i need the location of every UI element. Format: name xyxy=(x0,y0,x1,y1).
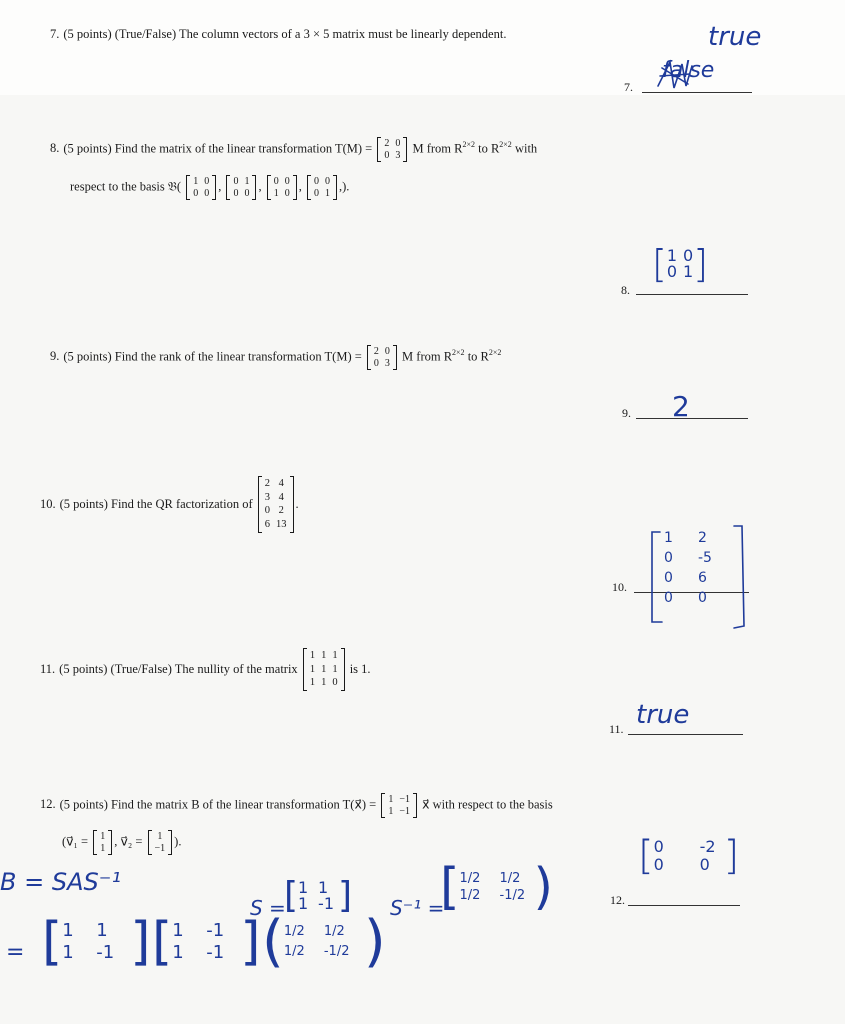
handwritten-work-a: [ 1 -1 1 -1 ] xyxy=(152,912,261,972)
handwritten-answer-10: 1 2 0 -5 0 6 0 0 xyxy=(664,530,712,606)
qr-input-matrix: 2 4 3 4 0 2 6 13 xyxy=(258,476,294,533)
handwritten-work-formula: B = SAS⁻¹ xyxy=(0,868,122,896)
question-text: (5 points) Find the QR factorization of xyxy=(59,496,253,511)
handwritten-answer-7: true xyxy=(708,22,762,52)
answer-line-11 xyxy=(628,734,743,735)
handwritten-answer-9: 2 xyxy=(672,390,690,423)
crossed-out-answer-7: false xyxy=(662,58,715,83)
basis-matrix-4: 0 0 0 1 xyxy=(307,175,337,200)
question-11: 11. (5 points) (True/False) The nullity of the matrix 1 1 1 1 1 1 1 1 0 is 1. xyxy=(40,648,371,691)
basis-matrix-1: 1 0 0 0 xyxy=(186,175,216,200)
scribble-mark xyxy=(656,58,696,92)
handwritten-s-matrix: [ 1 1 1 -1 ] xyxy=(284,875,353,916)
transformation-matrix: 2 0 0 3 xyxy=(367,345,397,370)
question-9: 9. (5 points) Find the rank of the linear transformation T(M) = 2 0 0 3 M from $R^{2\times 2}$ to $R^{2\times 2}$ xyxy=(50,346,502,369)
handwritten-work-s: [ 1 1 1 -1 ] xyxy=(42,912,151,972)
question-text: (5 points) Find the matrix B of the linear transformation T(x⃗) = xyxy=(59,797,377,812)
handwritten-answer-12: [ 0 -2 0 0 ] xyxy=(638,833,740,879)
question-8-line-2: respect to the basis 𝔅( 1 0 0 0 , 0 1 0 0 , 0 0 1 0 , 0 0 0 1 ,). xyxy=(70,176,350,199)
answer-label-8: 8. xyxy=(621,283,630,297)
question-number: 8. xyxy=(50,141,60,156)
handwritten-answer-11: true xyxy=(636,700,690,730)
question-number: 11. xyxy=(40,661,56,676)
transformation-matrix: 1 −1 1 −1 xyxy=(381,793,417,818)
handwritten-work-equals: = xyxy=(6,940,25,965)
transformation-matrix: 2 0 0 3 xyxy=(377,137,407,162)
handwritten-answer-8: [ 1 0 0 1 ] xyxy=(652,242,709,286)
handwritten-s-label: S = xyxy=(250,896,286,920)
answer-label-12: 12. xyxy=(610,893,625,907)
answer-line-8 xyxy=(636,294,748,295)
question-7 xyxy=(50,27,506,42)
question-number: 12. xyxy=(40,797,56,812)
question-number: 9. xyxy=(50,349,60,364)
question-text: (5 points) (True/False) The column vectors of a 3 × 5 matrix must be linearly dependent. xyxy=(63,27,507,41)
question-number: 7. xyxy=(50,27,60,41)
answer-line-7 xyxy=(642,92,752,93)
question-text: (5 points) (True/False) The nullity of the matrix xyxy=(59,661,298,676)
answer-label-9: 9. xyxy=(622,406,631,420)
nullity-matrix: 1 1 1 1 1 1 1 1 0 xyxy=(303,648,345,691)
handwritten-sinv-matrix: [ 1/2 1/2 1/2 -1/2 ) xyxy=(440,857,554,916)
question-8: 8. (5 points) Find the matrix of the linear transformation T(M) = 2 0 0 3 M from $R^{2\times 2}$ to $R^{2\times 2}$ with xyxy=(50,138,538,161)
basis-matrix-3: 0 0 1 0 xyxy=(267,175,297,200)
question-text: (5 points) Find the rank of the linear transformation T(M) = xyxy=(63,349,362,364)
handwritten-sinv-label: S⁻¹ = xyxy=(390,896,445,920)
basis-vector-1: 1 1 xyxy=(93,830,112,855)
question-12: 12. (5 points) Find the matrix B of the linear transformation T(x⃗) = 1 −1 1 −1 x⃗ with respect to the basis xyxy=(40,794,553,817)
question-number: 10. xyxy=(40,496,56,511)
question-10: 10. (5 points) Find the QR factorization of 2 4 3 4 0 2 6 13 . xyxy=(40,476,299,533)
answer-line-12 xyxy=(628,905,740,906)
answer-label-7: 7. xyxy=(624,80,633,94)
question-12-line-2: (v⃗₁ = 1 1 , v⃗₂ = 1 −1 ). xyxy=(62,831,182,854)
question-text: (5 points) Find the matrix of the linear transformation T(M) = xyxy=(63,141,373,156)
answer-label-10: 10. xyxy=(612,580,627,594)
basis-matrix-2: 0 1 0 0 xyxy=(226,175,256,200)
answer-label-11: 11. xyxy=(609,722,624,736)
basis-vector-2: 1 −1 xyxy=(148,830,173,855)
handwritten-work-sinv: ( 1/2 1/2 1/2 -1/2 ) xyxy=(262,909,386,974)
answer-line-9 xyxy=(636,418,748,419)
